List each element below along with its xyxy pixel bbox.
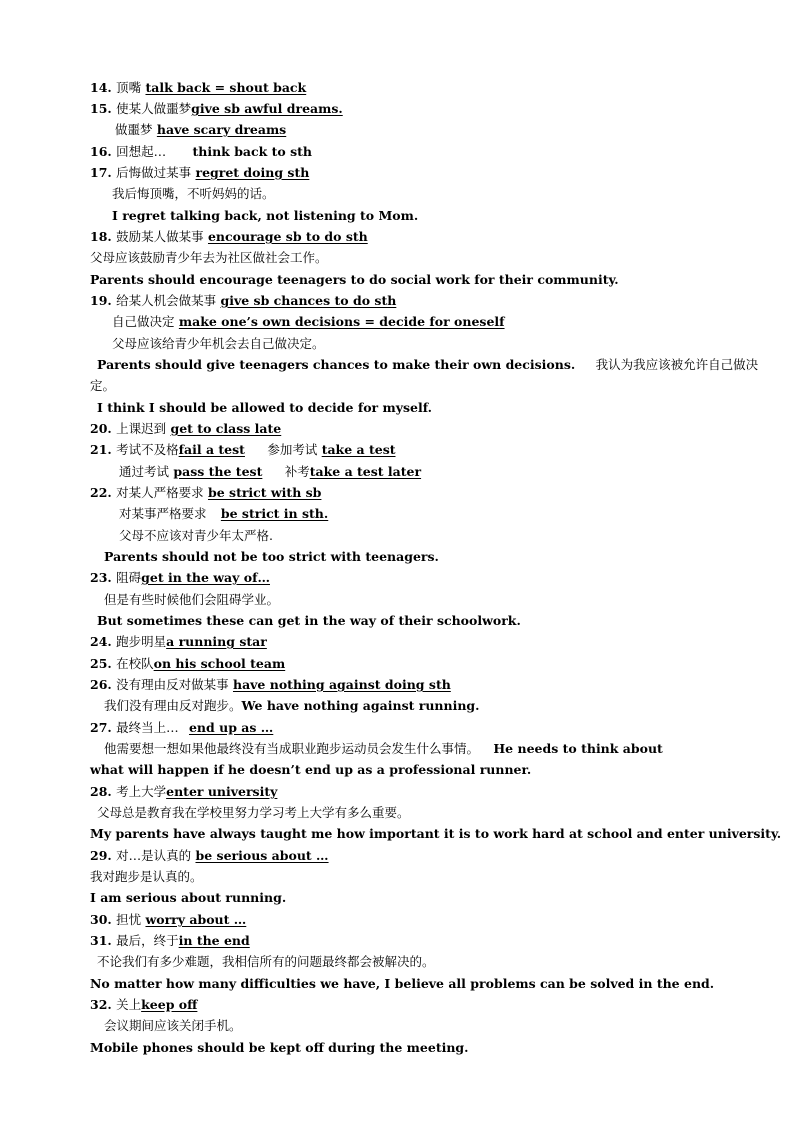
item-number: 25. [90, 656, 112, 671]
example-chinese: 父母总是教育我在学校里努力学习考上大学有多么重要。 [97, 805, 410, 820]
item-number: 31. [90, 933, 112, 948]
chinese-term: 对…是认真的 [116, 848, 192, 863]
example-english-continued: what will happen if he doesn’t end up as a professional runner. [90, 762, 532, 777]
example-chinese: 但是有些时候他们会阻碍学业。 [104, 592, 280, 607]
english-answer: on his school team [153, 656, 286, 671]
chinese-term: 跑步明星 [116, 634, 167, 649]
item-19 [90, 293, 714, 309]
chinese-term: 关上 [116, 997, 142, 1012]
chinese-term: 最终当上… [116, 720, 179, 735]
chinese-term: 对某事严格要求 [119, 506, 207, 521]
english-answer: talk back = shout back [145, 80, 307, 95]
chinese-term: 鼓励某人做某事 [116, 229, 204, 244]
chinese-term: 阻碍 [116, 570, 142, 585]
item-14 [90, 80, 714, 96]
example-chinese-continued: 定。 [90, 378, 116, 393]
chinese-term: 自己做决定 [112, 314, 175, 329]
example-english: Parents should give teenagers chances to make their own decisions. [97, 357, 576, 372]
item-number: 14. [90, 80, 112, 95]
chinese-term: 使某人做噩梦 [116, 101, 192, 116]
example-chinese: 我后悔顶嘴，不听妈妈的话。 [112, 186, 275, 201]
english-answer: get in the way of… [141, 570, 270, 585]
item-number: 24. [90, 634, 112, 649]
example-english: We have nothing against running. [241, 698, 480, 713]
item-32 [90, 997, 714, 1013]
item-20 [90, 421, 714, 437]
item-number: 23. [90, 570, 112, 585]
english-answer: make one’s own decisions = decide for oneself [178, 314, 505, 329]
english-answer: worry about … [145, 912, 247, 927]
item-number: 26. [90, 677, 112, 692]
item-22-sub [119, 506, 714, 522]
english-answer: keep off [141, 997, 198, 1012]
item-number: 29. [90, 848, 112, 863]
english-answer: in the end [178, 933, 250, 948]
chinese-term: 没有理由反对做某事 [116, 677, 229, 692]
example-chinese: 父母应该鼓励青少年去为社区做社会工作。 [90, 250, 328, 265]
item-17 [90, 165, 714, 181]
chinese-term: 对某人严格要求 [116, 485, 204, 500]
item-number: 28. [90, 784, 112, 799]
item-number: 18. [90, 229, 112, 244]
chinese-term: 最后，终于 [116, 933, 179, 948]
english-answer: regret doing sth [195, 165, 310, 180]
chinese-term: 回想起… [116, 144, 167, 159]
item-31 [90, 933, 714, 949]
chinese-term: 顶嘴 [116, 80, 142, 95]
item-19-sub [112, 314, 714, 330]
chinese-term: 上课迟到 [116, 421, 167, 436]
example-english: I regret talking back, not listening to Mom. [112, 208, 419, 223]
item-26 [90, 677, 714, 693]
item-16 [90, 144, 714, 160]
chinese-term: 给某人机会做某事 [116, 293, 217, 308]
example-chinese: 父母不应该对青少年太严格. [119, 528, 273, 543]
example-chinese: 他需要想一想如果他最终没有当成职业跑步运动员会发生什么事情。 [104, 741, 480, 756]
english-answer: take a test [321, 442, 396, 457]
example-english: No matter how many difficulties we have, I believe all problems can be solved in the end. [90, 976, 715, 991]
item-23 [90, 570, 714, 586]
english-answer: end up as … [188, 720, 274, 735]
item-15 [90, 101, 714, 117]
chinese-term: 考上大学 [116, 784, 167, 799]
item-29 [90, 848, 714, 864]
english-answer: pass the test [173, 464, 263, 479]
english-answer: give sb awful dreams. [191, 101, 343, 116]
item-22 [90, 485, 714, 501]
english-answer: take a test later [309, 464, 422, 479]
item-28 [90, 784, 714, 800]
english-answer: be strict in sth. [220, 506, 329, 521]
chinese-term: 担忧 [116, 912, 142, 927]
english-answer: get to class late [170, 421, 282, 436]
english-answer: think back to sth [192, 144, 313, 159]
example-line [104, 741, 714, 757]
chinese-term: 补考 [284, 464, 310, 479]
example-line [97, 357, 759, 373]
example-english: But sometimes these can get in the way of their schoolwork. [97, 613, 521, 628]
item-18 [90, 229, 714, 245]
chinese-term: 做噩梦 [115, 122, 153, 137]
item-number: 19. [90, 293, 112, 308]
item-number: 21. [90, 442, 112, 457]
example-line [104, 698, 714, 714]
english-answer: be serious about … [195, 848, 329, 863]
item-15-sub [115, 122, 714, 138]
example-chinese: 不论我们有多少难题，我相信所有的问题最终都会被解决的。 [97, 954, 435, 969]
item-21-sub [119, 464, 714, 480]
chinese-term: 参加考试 [267, 442, 318, 457]
chinese-term: 通过考试 [119, 464, 170, 479]
example-english: Mobile phones should be kept off during the meeting. [90, 1040, 469, 1055]
english-answer: be strict with sb [207, 485, 322, 500]
item-30 [90, 912, 714, 928]
item-27 [90, 720, 714, 736]
example-english: Parents should not be too strict with teenagers. [104, 549, 439, 564]
example-english: Parents should encourage teenagers to do social work for their community. [90, 272, 619, 287]
item-21 [90, 442, 714, 458]
english-answer: enter university [166, 784, 278, 799]
english-answer: encourage sb to do sth [207, 229, 368, 244]
example-english: He needs to think about [493, 741, 663, 756]
chinese-term: 在校队 [116, 656, 154, 671]
example-chinese: 我们没有理由反对跑步。 [104, 698, 242, 713]
english-answer: a running star [166, 634, 267, 649]
item-number: 27. [90, 720, 112, 735]
item-24 [90, 634, 714, 650]
item-number: 32. [90, 997, 112, 1012]
example-chinese: 会议期间应该关闭手机。 [104, 1018, 242, 1033]
english-answer: have nothing against doing sth [232, 677, 451, 692]
example-english: My parents have always taught me how important it is to work hard at school and enter university. [90, 826, 782, 841]
item-number: 30. [90, 912, 112, 927]
example-chinese: 父母应该给青少年机会去自己做决定。 [112, 336, 325, 351]
example-english: I am serious about running. [90, 890, 287, 905]
item-number: 16. [90, 144, 112, 159]
english-answer: fail a test [178, 442, 245, 457]
chinese-term: 考试不及格 [116, 442, 179, 457]
example-english: I think I should be allowed to decide for myself. [97, 400, 433, 415]
english-answer: give sb chances to do sth [220, 293, 397, 308]
item-number: 15. [90, 101, 112, 116]
english-answer: have scary dreams [156, 122, 287, 137]
chinese-term: 后悔做过某事 [116, 165, 192, 180]
example-chinese: 我对跑步是认真的。 [90, 869, 203, 884]
item-25 [90, 656, 714, 672]
example-chinese: 我认为我应该被允许自己做决 [595, 357, 759, 372]
item-number: 22. [90, 485, 112, 500]
item-number: 20. [90, 421, 112, 436]
item-number: 17. [90, 165, 112, 180]
